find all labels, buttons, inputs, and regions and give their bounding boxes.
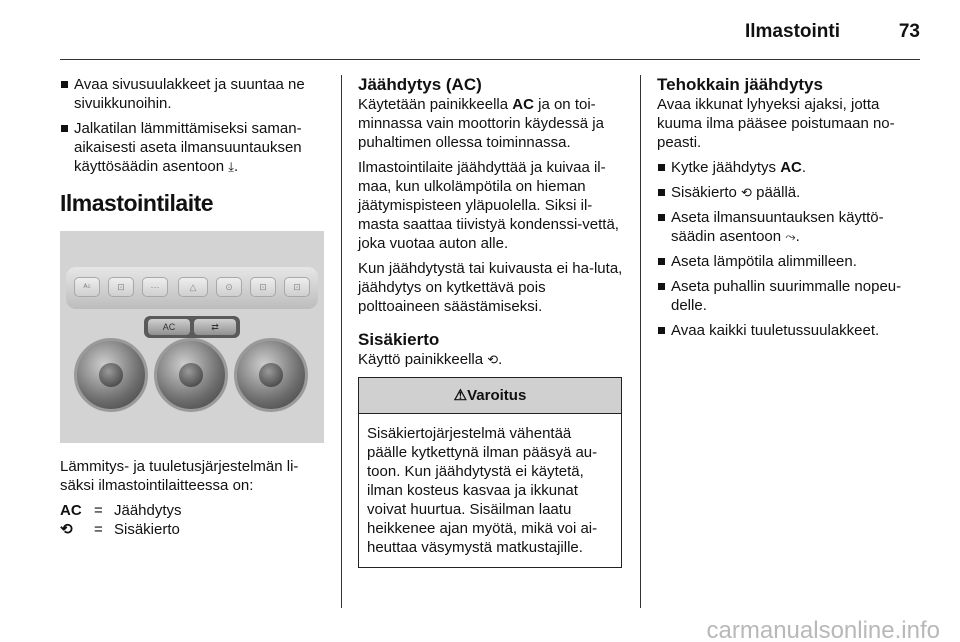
definition-term: AC <box>60 502 82 519</box>
header-rule <box>60 59 920 60</box>
floor-vent-icon: ⤓ <box>228 159 235 174</box>
recirculation-icon: ⟲ <box>741 185 752 200</box>
air-distribution-knob <box>234 338 308 412</box>
panel-button: ⊡ <box>108 277 134 297</box>
list-item: Sisäkierto ⟲ päällä. <box>657 183 927 202</box>
panel-button: ⊡ <box>284 277 310 297</box>
paragraph: Ilmastointilaite jäähdyttää ja kuivaa il-maa, kun ulkolämpötila on hieman jäätymispisteen yläpuolella. Siksi il-masta saattaa tiivistyä kondenssi-vettä, joka vuotaa auton alle. <box>358 159 619 252</box>
heading-recirculation: Sisäkierto <box>358 330 440 349</box>
paragraph: Kun jäähdytystä tai kuivausta ei ha-luta, jäähdytys on kytkettävä pois polttoaineen säästämiseksi. <box>358 260 623 315</box>
recirc-button: ⇄ <box>194 319 236 335</box>
watermark: carmanualsonline.info <box>706 617 940 642</box>
chapter-title: Ilmastointi <box>744 21 840 42</box>
definition-desc: Sisäkierto <box>114 521 180 538</box>
bullet-list <box>60 75 328 176</box>
heading-effective-cooling: Tehokkain jäähdytys <box>657 75 823 94</box>
button-row <box>66 267 318 309</box>
page-header <box>0 0 960 62</box>
fan-speed-knob <box>154 338 228 412</box>
column-2 <box>358 75 624 568</box>
definition-desc: Jäähdytys <box>114 502 182 519</box>
panel-button: ⊡ <box>250 277 276 297</box>
warning-box <box>358 377 622 568</box>
list-item: Aseta ilmansuuntauksen käyttö-säädin asentoon ⤳. <box>657 208 927 246</box>
panel-button: ⊙ <box>216 277 242 297</box>
recirculation-icon: ⟲ <box>487 352 499 367</box>
panel-button: ᴬᶜ <box>74 277 100 297</box>
list-item: Kytke jäähdytys AC. <box>657 158 927 177</box>
paragraph: Käyttö painikkeella ⟲. <box>358 351 503 368</box>
definition-row: ⟲ = Sisäkierto <box>60 521 180 538</box>
column-divider <box>640 75 641 608</box>
ac-button: AC <box>148 319 190 335</box>
heading-cooling: Jäähdytys (AC) <box>358 75 482 94</box>
definition-row: AC = Jäähdytys <box>60 502 182 519</box>
warning-header: ⚠Varoitus <box>359 378 621 414</box>
list-item: Jalkatilan lämmittämiseksi saman-aikaisesti aseta ilmansuuntauksen käyttösäädin asentoon ⤓. <box>60 119 328 176</box>
bullet-list <box>657 158 927 340</box>
warning-text: Sisäkiertojärjestelmä vähentää päälle kytkettynä ilman pääsyä au-toon. Kun jäähdytystä ei käytetä, ilman kosteus kasvaa ja ikkunat voivat huurtua. Sisäilman laatu heikkenee ajan myötä, mikä voi ai-heuttaa väsymystä matkustajille. <box>367 425 598 556</box>
paragraph: Avaa ikkunat lyhyeksi ajaksi, jotta kuuma ilma pääsee poistumaan no-peasti. <box>657 96 895 151</box>
figure-caption: Lämmitys- ja tuuletusjärjestelmän li-säksi ilmastointilaitteessa on: <box>60 458 299 494</box>
panel-button: ⋯ <box>142 277 168 297</box>
face-vent-icon: ⤳ <box>785 229 796 244</box>
control-knobs <box>74 326 310 416</box>
paragraph: Käytetään painikkeella AC ja on toi-minnassa vain moottorin käydessä ja puhaltimen ollessa toiminnassa. <box>358 96 604 151</box>
column-3 <box>657 75 927 346</box>
list-item: Aseta puhallin suurimmalle nopeu-delle. <box>657 277 927 315</box>
hazard-button: △ <box>178 277 208 297</box>
climate-control-panel-image <box>60 231 324 443</box>
list-item: Avaa kaikki tuuletussuulakkeet. <box>657 321 927 340</box>
list-item: Aseta lämpötila alimmilleen. <box>657 252 927 271</box>
temperature-knob <box>74 338 148 412</box>
list-item: Avaa sivusuulakkeet ja suuntaa ne sivuikkunoihin. <box>60 75 328 113</box>
column-1 <box>60 75 328 539</box>
warning-icon: ⚠ <box>453 387 468 404</box>
page-number: 73 <box>898 21 920 42</box>
recirculation-icon: ⟲ <box>60 521 73 538</box>
definition-list <box>60 501 320 539</box>
section-title: Ilmastointilaite <box>60 190 214 216</box>
column-divider <box>341 75 342 608</box>
